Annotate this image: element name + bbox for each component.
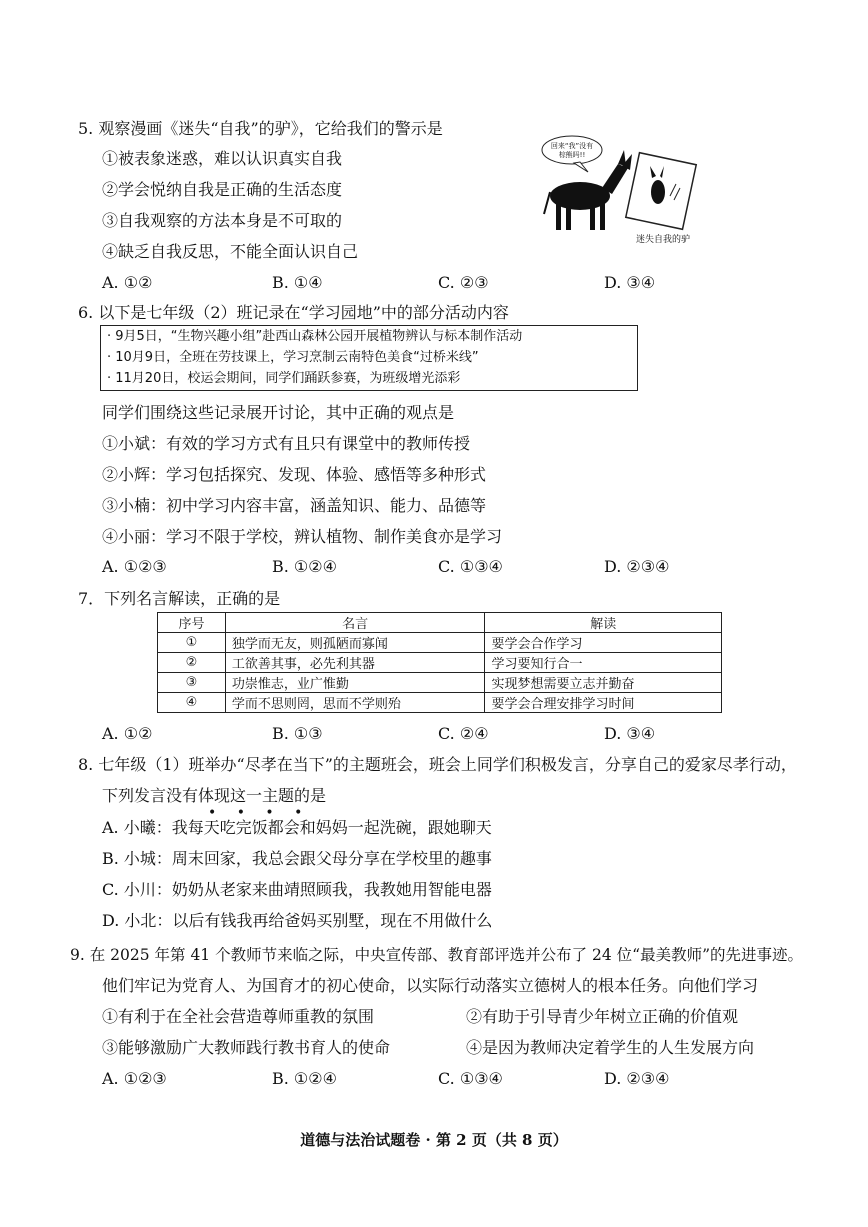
q5-item-2: ②学会悦纳自我是正确的生活态度 xyxy=(102,180,343,199)
q6-item-4: ④小丽：学习不限于学校，辨认植物、制作美食亦是学习 xyxy=(102,527,503,546)
q6-stem: 6. 以下是七年级（2）班记录在“学习园地”中的部分活动内容 xyxy=(78,303,509,322)
q6-record-3: · 11月20日，校运会期间，同学们踊跃参赛，为班级增光添彩 xyxy=(107,371,461,386)
q8-option-b: B. 小城：周末回家，我总会跟父母分享在学校里的趣事 xyxy=(102,849,492,868)
cartoon-caption: 迷失自我的驴 xyxy=(636,235,691,245)
q9-item-2: ②有助于引导青少年树立正确的价值观 xyxy=(466,1007,739,1026)
q5-item-1: ①被表象迷惑，难以认识真实自我 xyxy=(102,149,343,168)
q7-option-d: D. ③④ xyxy=(604,724,656,743)
q7-stem: 7．下列名言解读，正确的是 xyxy=(78,589,281,608)
q6-option-a: A. ①②③ xyxy=(102,557,167,576)
q6-item-3: ③小楠：初中学习内容丰富，涵盖知识、能力、品德等 xyxy=(102,496,487,515)
quote-cell: 工欲善其事，必先利其器 xyxy=(225,653,485,673)
q7-quotes-table xyxy=(157,612,722,713)
q9-stem-line2: 他们牢记为党育人、为国育才的初心使命，以实际行动落实立德树人的根本任务。向他们学习 xyxy=(102,976,759,995)
q7-option-b: B. ①③ xyxy=(272,724,323,743)
q8-option-a: A. 小曦：我每天吃完饭都会和妈妈一起洗碗，跟她聊天 xyxy=(102,818,492,837)
q7-option-c: C. ②④ xyxy=(438,724,489,743)
q9-item-1: ①有利于在全社会营造尊师重教的氛围 xyxy=(102,1007,375,1026)
interpretation-cell: 学习要知行合一 xyxy=(485,653,722,673)
row-number: ④ xyxy=(158,693,226,713)
emphasis-dots: • • • • xyxy=(208,805,311,821)
table-row xyxy=(158,673,722,693)
header-cell: 序号 xyxy=(158,613,226,633)
q9-option-b: B. ①②④ xyxy=(272,1069,337,1088)
row-number: ② xyxy=(158,653,226,673)
page-footer: 道德与法治试题卷 · 第 2 页（共 8 页） xyxy=(300,1131,568,1149)
q5-option-a: A. ①② xyxy=(102,273,153,292)
table-header-row xyxy=(158,613,722,633)
q6-option-d: D. ②③④ xyxy=(604,557,670,576)
row-number: ③ xyxy=(158,673,226,693)
quote-cell: 独学而无友，则孤陋而寡闻 xyxy=(225,633,485,653)
q8-stem: 8. 七年级（1）班举办“尽孝在当下”的主题班会，班会上同学们积极发言，分享自己的爱家尽孝行动， xyxy=(78,755,797,774)
interpretation-cell: 实现梦想需要立志并勤奋 xyxy=(485,673,722,693)
q6-item-2: ②小辉：学习包括探究、发现、体验、感悟等多种形式 xyxy=(102,465,487,484)
q9-stem: 9. 在 2025 年第 41 个教师节来临之际，中央宣传部、教育部评选并公布了 24 位“最美教师”的先进事迹。 xyxy=(70,946,804,964)
q5-stem: 5. 观察漫画《迷失“自我”的驴》，它给我们的警示是 xyxy=(78,119,443,138)
row-number: ① xyxy=(158,633,226,653)
q9-item-3: ③能够激励广大教师践行教书育人的使命 xyxy=(102,1038,391,1057)
header-cell: 名言 xyxy=(225,613,485,633)
q8-option-c: C. 小川：奶奶从老家来曲靖照顾我，我教她用智能电器 xyxy=(102,880,492,899)
q5-option-d: D. ③④ xyxy=(604,273,656,292)
table-row xyxy=(158,693,722,713)
q5-item-4: ④缺乏自我反思，不能全面认识自己 xyxy=(102,242,359,261)
quote-cell: 学而不思则罔，思而不学则殆 xyxy=(225,693,485,713)
q9-option-a: A. ①②③ xyxy=(102,1069,167,1088)
speech-bubble-text: 回来“我”没有棕熊吗!! xyxy=(550,142,594,159)
q5-option-b: B. ①④ xyxy=(272,273,323,292)
q6-item-1: ①小斌：有效的学习方式有且只有课堂中的教师传授 xyxy=(102,434,471,453)
q9-option-d: D. ②③④ xyxy=(604,1069,670,1088)
header-cell: 解读 xyxy=(485,613,722,633)
q8-option-d: D. 小北：以后有钱我再给爸妈买别墅，现在不用做什么 xyxy=(102,911,493,930)
q6-records-box xyxy=(100,325,638,391)
table-row xyxy=(158,653,722,673)
q6-record-1: · 9月5日，“生物兴趣小组”赴西山森林公园开展植物辨认与标本制作活动 xyxy=(107,329,523,344)
q5-option-c: C. ②③ xyxy=(438,273,489,292)
q9-item-4: ④是因为教师决定着学生的人生发展方向 xyxy=(466,1038,755,1057)
q7-option-a: A. ①② xyxy=(102,724,153,743)
table-row xyxy=(158,633,722,653)
q6-prompt: 同学们围绕这些记录展开讨论，其中正确的观点是 xyxy=(102,403,455,422)
q9-option-c: C. ①③④ xyxy=(438,1069,503,1088)
donkey-cartoon xyxy=(540,128,700,248)
q8-stem-line2: 下列发言没有体现这一主题的是 xyxy=(102,786,327,805)
q6-record-2: · 10月9日，全班在劳技课上，学习烹制云南特色美食“过桥米线” xyxy=(107,350,479,365)
interpretation-cell: 要学会合理安排学习时间 xyxy=(485,693,722,713)
q6-option-b: B. ①②④ xyxy=(272,557,337,576)
quote-cell: 功崇惟志，业广惟勤 xyxy=(225,673,485,693)
interpretation-cell: 要学会合作学习 xyxy=(485,633,722,653)
q5-item-3: ③自我观察的方法本身是不可取的 xyxy=(102,211,343,230)
q6-option-c: C. ①③④ xyxy=(438,557,503,576)
